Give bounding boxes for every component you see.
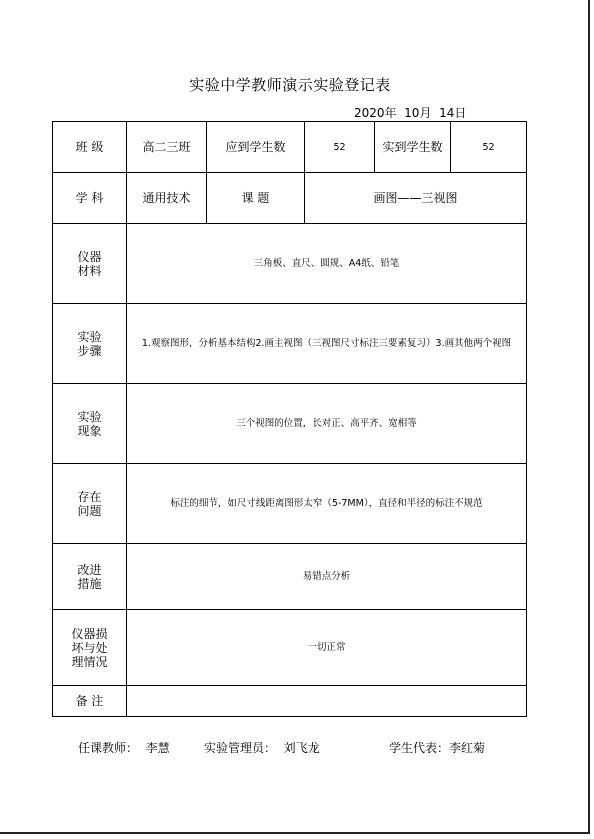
problems-label-line1: 存在	[77, 489, 102, 504]
improve-label-line2: 措施	[77, 576, 102, 591]
table-row-damage	[53, 610, 527, 686]
problems-label	[53, 464, 127, 544]
phenomenon-label-line2: 现象	[77, 423, 102, 438]
table-row-instrument	[53, 224, 527, 304]
expected-students-label: 应到学生数	[207, 122, 305, 173]
table-row-improve	[53, 544, 527, 610]
damage-label-line3: 理情况	[71, 654, 108, 669]
topic-label: 课 题	[207, 173, 305, 224]
phenomenon-label-line1: 实验	[77, 409, 102, 424]
class-value: 高二三班	[127, 122, 207, 173]
instrument-label-line2: 材料	[77, 263, 102, 278]
remarks-label: 备 注	[53, 686, 127, 717]
subject-label: 学 科	[53, 173, 127, 224]
table-row-subject	[53, 173, 527, 224]
steps-label-line2: 步骤	[77, 343, 102, 358]
steps-label	[53, 304, 127, 384]
student-representative: 学生代表：李红菊	[389, 741, 486, 755]
damage-label-line2: 坏与处	[71, 640, 108, 655]
table-row-phenomenon	[53, 384, 527, 464]
phenomenon-label	[53, 384, 127, 464]
remarks-value	[127, 686, 527, 717]
table-row-remarks	[53, 686, 527, 717]
page-title: 实验中学教师演示实验登记表	[189, 76, 391, 94]
instrument-value: 三角板、直尺、圆规、A4纸、铅笔	[127, 224, 527, 304]
table-row-steps	[53, 304, 527, 384]
damage-label-line1: 仪器损	[71, 626, 108, 641]
problems-label-line2: 问题	[77, 503, 102, 518]
instrument-label-line1: 仪器	[77, 249, 102, 264]
teacher-signature: 任课教师： 李慧	[78, 741, 170, 755]
class-label: 班 级	[53, 122, 127, 173]
damage-label	[53, 610, 127, 686]
manager-signature: 实验管理员： 刘飞龙	[204, 741, 320, 755]
date-line: 2020年 10月 14日	[354, 106, 467, 120]
problems-value: 标注的细节，如尺寸线距离图形太窄（5-7MM），直径和半径的标注不规范	[127, 464, 527, 544]
instrument-label	[53, 224, 127, 304]
topic-value: 画图——三视图	[305, 173, 527, 224]
improve-label	[53, 544, 127, 610]
actual-students-label: 实到学生数	[375, 122, 451, 173]
steps-value: 1.观察图形，分析基本结构2.画主视图（三视图尺寸标注三要素复习）3.画其他两个视图	[127, 304, 527, 384]
register-table	[52, 121, 527, 717]
subject-value: 通用技术	[127, 173, 207, 224]
damage-value: 一切正常	[127, 610, 527, 686]
expected-students-value: 52	[305, 122, 375, 173]
table-row-class	[53, 122, 527, 173]
actual-students-value: 52	[451, 122, 527, 173]
table-row-problems	[53, 464, 527, 544]
improve-label-line1: 改进	[77, 562, 102, 577]
phenomenon-value: 三个视图的位置，长对正、高平齐、宽相等	[127, 384, 527, 464]
improve-value: 易错点分析	[127, 544, 527, 610]
steps-label-line1: 实验	[77, 329, 102, 344]
